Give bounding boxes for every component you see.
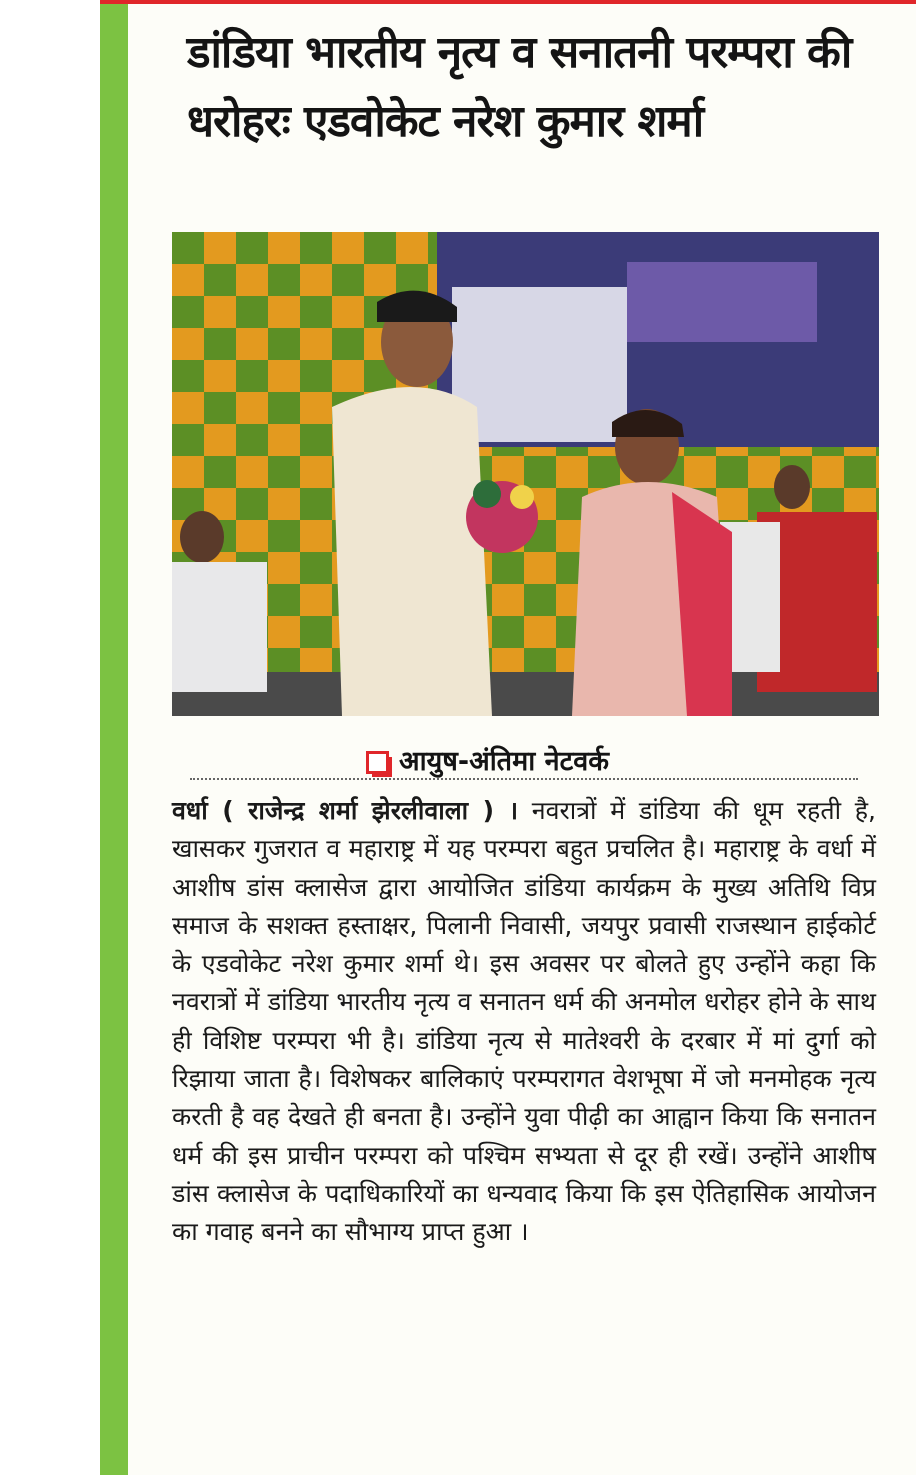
byline xyxy=(366,745,609,779)
article-headline: डांडिया भारतीय नृत्य व सनातनी परम्परा की धरोहरः एडवोकेट नरेश कुमार शर्मा xyxy=(187,27,852,147)
article-photo xyxy=(172,232,879,716)
green-border-bar xyxy=(100,0,128,1475)
byline-text: आयुष-अंतिमा नेटवर्क xyxy=(399,746,609,777)
article-body xyxy=(172,792,876,1252)
dateline: वर्धा ( राजेन्द्र शर्मा झेरलीवाला ) । xyxy=(172,796,519,825)
dotted-divider xyxy=(190,778,858,780)
square-bullet-icon xyxy=(366,751,389,774)
left-margin xyxy=(0,0,100,1475)
body-paragraph: नवरात्रों में डांडिया की धूम रहती है, खासकर गुजरात व महाराष्ट्र में यह परम्परा बहुत प्रचलित है। महाराष्ट्र के वर्धा में आशीष डांस क्लासेज द्वारा आयोजित डांडिया कार्यक्रम के मुख्य अतिथि विप्र समाज के सशक्त हस्ताक्षर, पिलानी निवासी, जयपुर प्रवासी राजस्थान हाईकोर्ट के एडवोकेट नरेश कुमार शर्मा थे। इस अवसर पर बोलते हुए उन्होंने कहा कि नवरात्रों में डांडिया भारतीय नृत्य व सनातन धर्म की अनमोल धरोहर होने के साथ ही विशिष्ट परम्परा भी है। डांडिया नृत्य से मातेश्वरी के दरबार में मां दुर्गा को रिझाया जाता है। विशेषकर बालिकाएं परम्परागत वेशभूषा में जो मनमोहक नृत्य करती है वह देखते ही बनता है। उन्होंने युवा पीढ़ी का आह्वान किया कि सनातन धर्म की इस प्राचीन परम्परा को पश्चिम सभ्यता से दूर ही रखें। उन्होंने आशीष डांस क्लासेज के पदाधिकारियों का धन्यवाद किया कि इस ऐतिहासिक आयोजन का गवाह बनने का सौभाग्य प्राप्त हुआ । xyxy=(172,796,876,1247)
newspaper-page xyxy=(128,4,916,1475)
